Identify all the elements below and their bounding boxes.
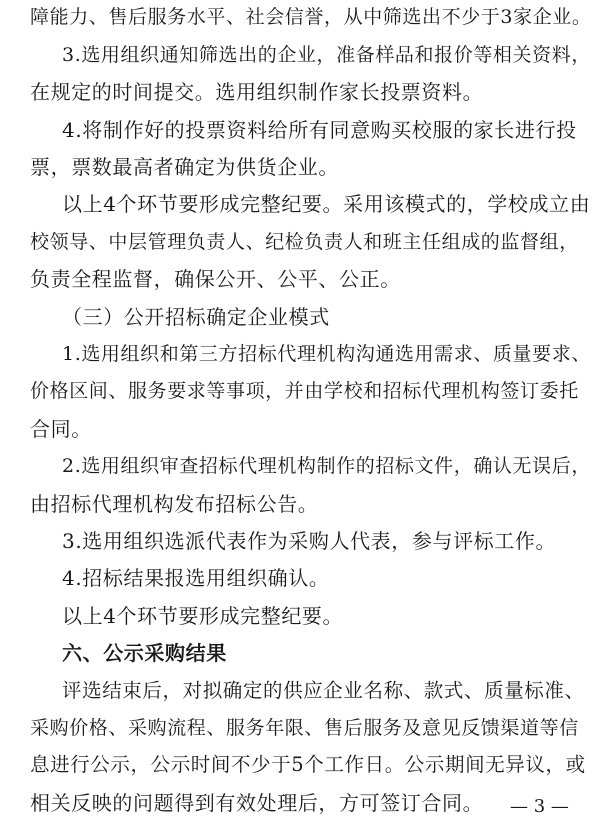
paragraph-line: 价格区间、服务要求等事项，并由学校和招标代理机构签订委托 [30,380,579,402]
paragraph-line: 2.选用组织审查招标代理机构制作的招标文件，确认无误后， [62,455,591,477]
paragraph-line: 在规定的时间提交。选用组织制作家长投票资料。 [30,80,484,104]
section-heading: 六、公示采购结果 [62,641,227,665]
paragraph-line: 3.选用组织通知筛选出的企业，准备样品和报价等相关资料， [62,44,591,66]
section-heading: （三）公开招标确定企业模式 [62,305,330,329]
paragraph-line: 4.招标结果报选用组织确认。 [62,566,330,590]
paragraph-line: 以上4个环节要形成完整纪要。 [62,604,344,628]
paragraph-line: 评选结束后，对拟确定的供应企业名称、款式、质量标准、 [62,679,585,702]
paragraph-line: 3.选用组织选派代表作为采购人代表，参与评标工作。 [62,529,557,553]
paragraph-line: 4.将制作好的投票资料给所有同意购买校服的家长进行投 [62,118,577,142]
page-number: — 3 — [510,796,569,817]
paragraph-line: 息进行公示，公示时间不少于5个工作日。公示期间无异议，或 [30,753,586,776]
paragraph-line: 采购价格、采购流程、服务年限、售后服务及意见反馈渠道等信 [30,717,579,739]
paragraph-line: 相关反映的问题得到有效处理后，方可签订合同。 [30,791,484,815]
paragraph-line: 1.选用组织和第三方招标代理机构沟通选用需求、质量要求、 [62,343,591,365]
paragraph-line: 障能力、售后服务水平、社会信誉，从中筛选出不少于3家企业。 [30,6,592,28]
paragraph-line: 校领导、中层管理负责人、纪检负责人和班主任组成的监督组， [30,231,579,253]
paragraph-line: 负责全程监督，确保公开、公平、公正。 [30,267,401,291]
paragraph-line: 由招标代理机构发布招标公告。 [30,492,319,516]
paragraph-line: 票，票数最高者确定为供货企业。 [30,155,339,179]
paragraph-line: 合同。 [30,417,92,441]
paragraph-line: 以上4个环节要形成完整纪要。采用该模式的，学校成立由 [62,192,591,216]
